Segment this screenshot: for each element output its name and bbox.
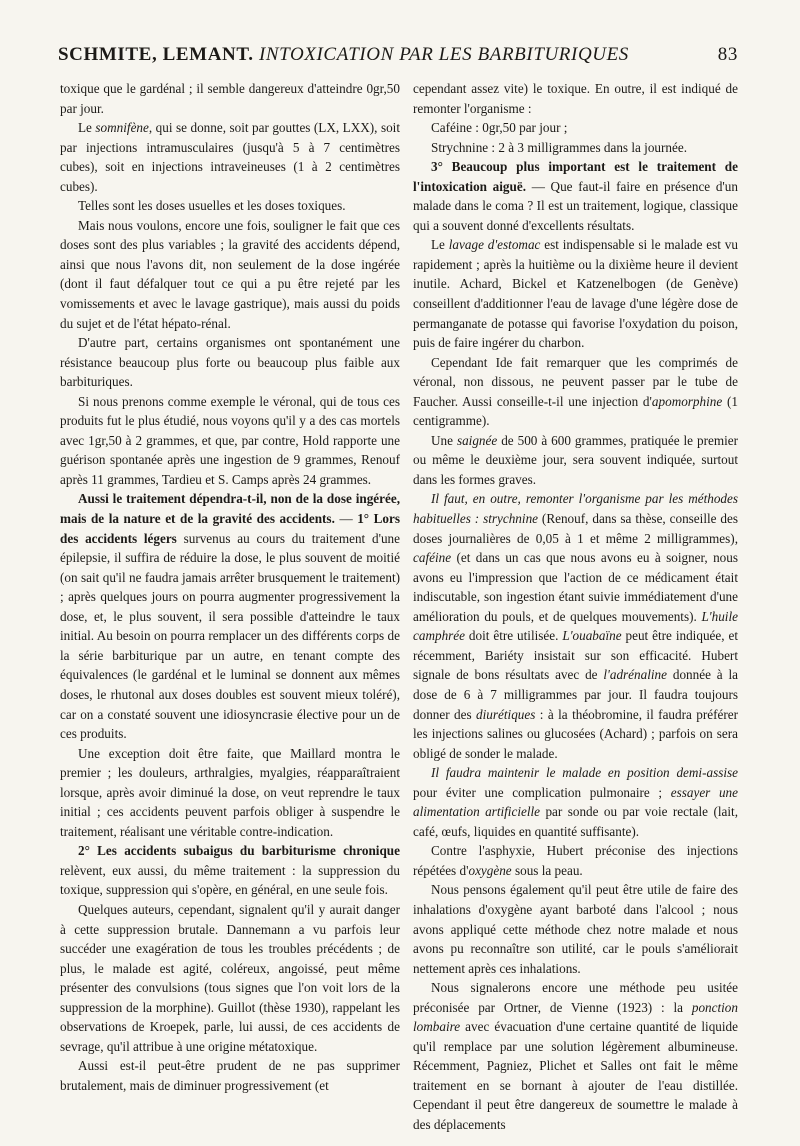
text-run: doit être utilisée. (465, 628, 563, 644)
text-run: Une (431, 432, 457, 448)
text-run: relèvent, eux aussi, du même traitement : la suppression du toxique, suppression qui s'opère, en général, en une seule fois. (60, 862, 400, 898)
text-run: donnée à la dose de 6 à 7 milligrammes par jour. Il faudra toujours donner des (413, 667, 739, 722)
text-run: peut être indiquée, et récemment, Bariéty insistait sur son efficacité. Hubert signale de bons résultats avec de (413, 628, 738, 683)
text-run: , qui se donne, soit par gouttes (LX, LXX), soit par injections intramusculaires (jusqu'à 5 à 7 centimètres cubes), soit en injections intraveineuses (1 à 2 centimètres cubes). (60, 120, 400, 194)
text-run: — Que faut-il faire en présence d'un malade dans le coma ? Il est un traitement, logique, classique qui a souvent donné d'excellents résultats. (413, 178, 738, 233)
paragraph: Quelques auteurs, cependant, signalent qu'il y aurait danger à cette suppression brutale. Dannemann a vu parfois leur succéder une exagération de tous les troubles précédents ; de plus, le malade est agité, coléreux, angoissé, peut même présenter des convulsions (tous signes que l'on voit lors de la suppression de la morphine). Guillot (thèse 1930), rappelant les observations de Kroepek, parle, lui aussi, de ces accidents de sevrage, qu'il attribue à une origine métatoxique. (60, 901, 400, 1054)
italic-term: ponction lombaire (413, 999, 738, 1035)
paragraph: Nous pensons également qu'il peut être utile de faire des inhalations d'oxygène ayant barboté dans l'alcool ; nous avons appliqué cette méthode chez notre malade et nous avons pu reconnaître son utilité, car le pouls s'améliorait nettement après ces inhalations. (413, 882, 738, 976)
running-header (58, 44, 738, 66)
paragraph (60, 489, 400, 743)
paragraph: toxique que le gardénal ; il semble dangereux d'atteindre 0gr,50 par jour. (60, 81, 400, 116)
text-run: sous la peau. (511, 862, 583, 878)
paragraph: Si nous prenons comme exemple le véronal, qui de tous ces produits fut le plus étudié, nous voyons qu'il y a des cas mortels avec 1gr,50 à 2 grammes, et que, par contre, Hold rapporte une guérison spontanée après une ingestion de 9 grammes, Renouf après 11 grammes, Tardieu et S. Camps après 24 grammes. (60, 393, 400, 487)
italic-term: Il faudra maintenir le malade en position demi-assise (431, 765, 738, 781)
paragraph (413, 353, 738, 431)
bold-heading: 3° Beaucoup plus important est le traitement de l'intoxication aiguë. (413, 159, 738, 194)
italic-term: oxygène (468, 862, 512, 878)
paragraph (413, 763, 738, 841)
italic-term: saignée (456, 432, 498, 448)
paragraph: D'autre part, certains organismes ont spontanément une résistance beaucoup plus forte ou beaucoup plus faible aux barbituriques. (60, 335, 400, 390)
italic-term: essayer une alimentation artificielle (413, 784, 738, 820)
text-run: (Renouf, dans sa thèse, conseille des doses journalières de 0,05 à 1 et même 2 milligrammes), (413, 511, 738, 546)
text-run: (1 centigramme). (413, 393, 738, 429)
text-run: : à la théobromine, il faudra préférer les injections salines ou glucosées (Achard) ; parfois on sera obligé de sonder le malade. (413, 706, 738, 761)
text-run: Contre l'asphyxie, Hubert préconise des injections répétées d' (413, 843, 738, 878)
text-run: survenus au cours du traitement d'une épilepsie, il suffira de réduire la dose, le plus souvent de moitié (on sait qu'il ne faudra jamais arrêter brusquement le traitement) ; après quelques jours on pourra augmenter progressivement la dose, et, le plus souvent, il sera possible d'atteindre le taux initial. Au besoin on pourra remplacer un des différents corps de la série barbiturique par un autre, en tenant compte des équivalences (le gardénal et le luminal se donnent aux mêmes doses, le rhutonal aux doses doubles est souvent mieux toléré), car on a constaté souvent une idiosyncrasie élective pour un de ces produits. (60, 530, 400, 742)
header-title: INTOXICATION PAR LES BARBITURIQUES (258, 44, 629, 65)
right-column (413, 79, 738, 1135)
page-number: 83 (717, 44, 738, 65)
header-left (58, 44, 629, 66)
paragraph: Telles sont les doses usuelles et les doses toxiques. (78, 198, 346, 214)
italic-term: apomorphine (651, 393, 723, 409)
text-run: (et dans un cas que nous avons eu à soigner, nous avons eu l'impression que l'action de ce médicament était indiscutable, son ingestion étant suivie immédiatement d'une amélioration du pouls, et de quelques mouvements). (413, 550, 738, 624)
paragraph (413, 235, 738, 352)
italic-term: diurétiques (476, 706, 536, 722)
dose-line: Strychnine : 2 à 3 milligrammes dans la journée. (431, 139, 687, 155)
paragraph: cependant assez vite) le toxique. En outre, il est indiqué de remonter l'organisme : (413, 81, 738, 116)
italic-term: somnifène (95, 120, 149, 136)
paragraph (413, 157, 738, 235)
italic-term: L'ouabaïne (562, 628, 622, 644)
paragraph: Mais nous voulons, encore une fois, souligner le fait que ces doses sont des plus variables ; la gravité des accidents dépend, ainsi que nous l'avons dit, non seulement de la dose ingérée (dont il faut défalquer tout ce qui a pu être rejeté par les vomissements et avec le lavage gastrique), mais aussi du poids du sujet et de l'état hépato-rénal. (60, 217, 400, 331)
paragraph (413, 841, 738, 880)
paragraph (413, 978, 738, 1134)
text-run: Cependant Ide fait remarquer que les comprimés de véronal, non dissous, ne peuvent passer par le tube de Faucher. Aussi conseille-t-il une injection d' (413, 354, 738, 409)
bold-heading: 2° Les accidents subaigus du barbiturisme chronique (78, 843, 400, 859)
bold-heading: 1° Lors des accidents légers (60, 511, 400, 546)
text-run: de 500 à 600 grammes, pratiquée le premier ou même le deuxième jour, sera souvent indiquée, surtout dans les formes graves. (413, 432, 738, 487)
italic-term: l'adrénaline (603, 667, 667, 683)
text-run: est indispensable si le malade est vu rapidement ; après la huitième ou la dixième heure il devient inutile. Achard, Bickel et Katzenelbogen (de Genève) conseillent d'additionner l'eau de lavage d'une légère dose de permanganate de potasse qui favorise l'oxydation du poison, puis de faire ingérer du charbon. (413, 237, 738, 351)
bold-heading: Aussi le traitement dépendra-t-il, non de la dose ingérée, mais de la nature et de la gravité des accidents. (60, 491, 400, 527)
paragraph: Aussi est-il peut-être prudent de ne pas supprimer brutalement, mais de diminuer progressivement (et (60, 1058, 400, 1093)
italic-term: lavage d'estomac (448, 237, 541, 253)
text-run: Le (431, 237, 449, 253)
dose-line: Caféine : 0gr,50 par jour ; (431, 120, 568, 136)
paragraph (413, 489, 738, 763)
text-run: avec évacuation d'une certaine quantité de liquide qu'il remplace par une solution légèrement albumineuse. Récemment, Pagniez, Plichet et Salles ont fait le même traitement en se bornant à ajouter de l'eau distillée. Cependant il peut être dangereux de soumettre le malade à des déplacements (413, 1019, 738, 1132)
paragraph (60, 841, 400, 900)
italic-term: L'huile camphrée (413, 608, 738, 644)
italic-term: Il faut, en outre, remonter l'organisme par les méthodes habituelles : strychnine (413, 491, 738, 527)
text-run: Nous signalerons encore une méthode peu usitée préconisée par Ortner, de Vienne (1923) : la (413, 980, 738, 1015)
text-run: par sonde ou par voie rectale (lait, café, œufs, liquides en quantité suffisante). (413, 804, 738, 839)
text-run: — (334, 511, 358, 527)
paragraph (413, 431, 738, 490)
italic-term: caféine (413, 550, 452, 566)
paragraph: Une exception doit être faite, que Maillard montra le premier ; les douleurs, arthralgies, myalgies, réapparaîtraient lorsque, après avoir diminué la dose, on veut reprendre le taux initial ; ces accidents peuvent parfois obliger à suspendre le traitement, réalisant une véritable contre-indication. (60, 745, 400, 839)
header-authors: SCHMITE, LEMANT. (58, 44, 254, 65)
left-column (60, 79, 400, 1095)
text-run: pour éviter une complication pulmonaire ; (413, 784, 671, 800)
paragraph (60, 118, 400, 196)
text-run: Le (78, 120, 96, 136)
